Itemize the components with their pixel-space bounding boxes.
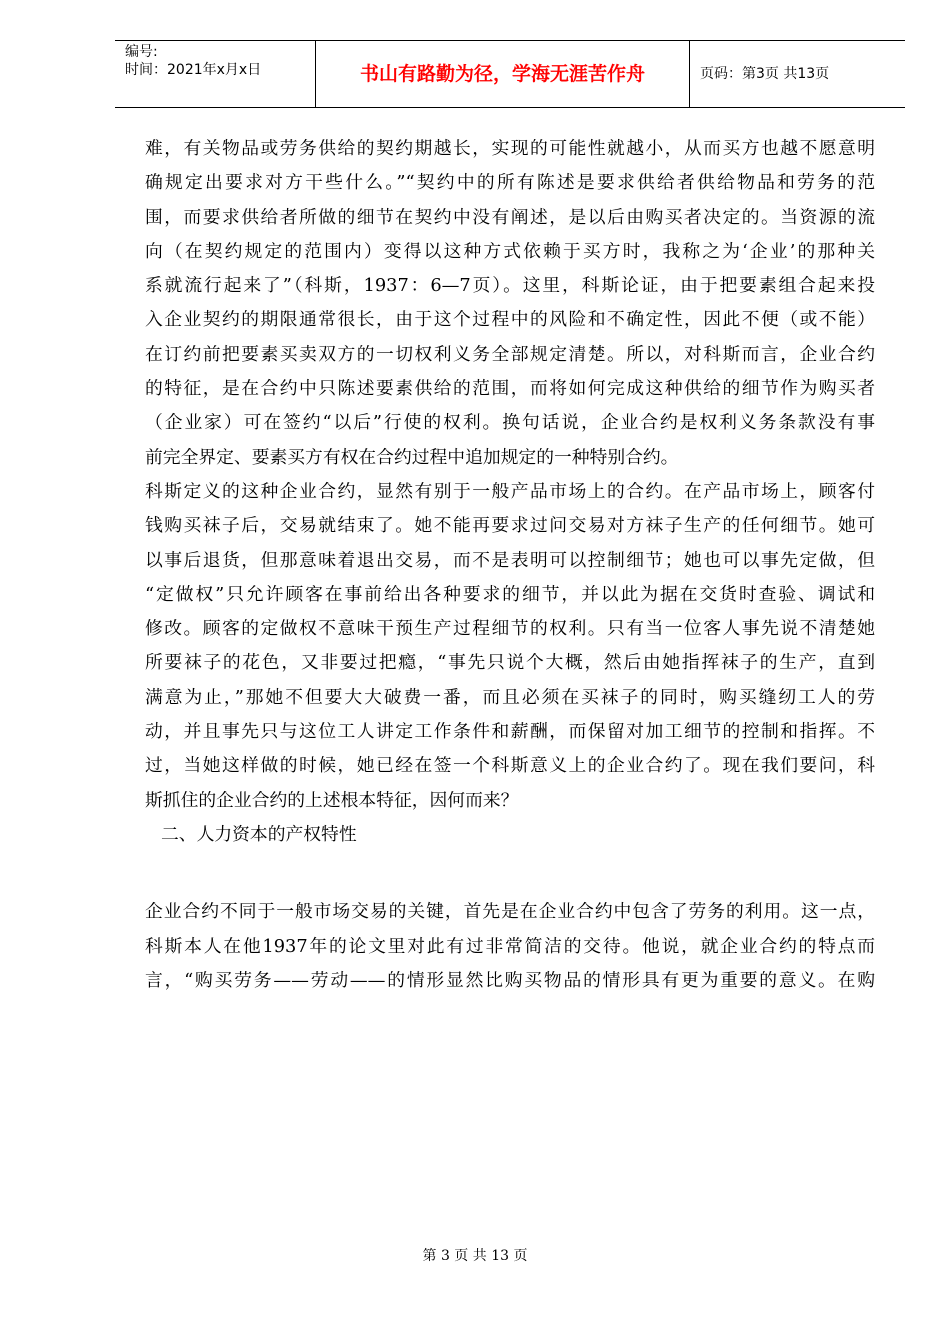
body-line: 动，并且事先只与这位工人讲定工作条件和薪酬，而保留对加工细节的控制和指挥。不	[145, 721, 875, 743]
body-line: 的特征，是在合约中只陈述要素供给的范围，而将如何完成这种供给的细节作为购买者	[145, 378, 875, 400]
body-line: 围，而要求供给者所做的细节在契约中没有阐述，是以后由购买者决定的。当资源的流	[145, 206, 875, 228]
header-page-cell	[690, 41, 905, 107]
body-line: 修改。顾客的定做权不意味干预生产过程细节的权利。只有当一位客人事先说不清楚她	[145, 618, 875, 640]
body-line: 言，“购买劳务——劳动——的情形显然比购买物品的情形具有更为重要的意义。在购	[145, 969, 875, 991]
header-info-cell	[115, 41, 316, 107]
document-body	[145, 132, 875, 998]
body-line: 斯抓住的企业合约的上述根本特征，因何而来？	[145, 789, 519, 811]
header-page-number: 页码：第3页 共13页	[700, 66, 830, 82]
body-line: 以事后退货，但那意味着退出交易，而不是表明可以控制细节；她也可以事先定做，但	[145, 549, 875, 571]
body-line: 所要袜子的花色，又非要过把瘾，“事先只说个大概，然后由她指挥袜子的生产，直到	[145, 652, 875, 674]
header-motto-cell	[316, 41, 690, 107]
section-heading: 二、人力资本的产权特性	[161, 823, 357, 845]
header-motto: 书山有路勤为径，学海无涯苦作舟	[359, 63, 645, 85]
body-line: 难，有关物品或劳务供给的契约期越长，实现的可能性就越小，从而买方也越不愿意明	[145, 138, 875, 159]
document-number-label: 编号:	[125, 44, 158, 60]
body-line: “定做权”只允许顾客在事前给出各种要求的细节，并以此为据在交货时查验、调试和	[145, 583, 875, 605]
page-footer: 第 3 页 共 13 页	[422, 1248, 528, 1264]
body-line: 企业合约不同于一般市场交易的关键，首先是在企业合约中包含了劳务的利用。这一点，	[145, 901, 875, 923]
body-line: 系就流行起来了”（科斯，1937：6—7页）。这里，科斯论证，由于把要素组合起来投	[145, 275, 875, 297]
document-time-label: 时间：2021年x月x日	[125, 62, 262, 78]
body-line: 过，当她这样做的时候，她已经在签一个科斯意义上的企业合约了。现在我们要问，科	[145, 755, 875, 777]
body-line: 满意为止，”那她不但要大大破费一番，而且必须在买袜子的同时，购买缝纫工人的劳	[145, 686, 875, 708]
body-line: 科斯本人在他1937年的论文里对此有过非常简洁的交待。他说，就企业合约的特点而	[145, 935, 875, 957]
body-line: 向（在契约规定的范围内）变得以这种方式依赖于买方时，我称之为‘企业’的那种关	[145, 240, 875, 262]
body-line: 确规定出要求对方干些什么。”“契约中的所有陈述是要求供给者供给物品和劳务的范	[145, 172, 875, 194]
body-line: 科斯定义的这种企业合约，显然有别于一般产品市场上的合约。在产品市场上，顾客付	[145, 480, 875, 502]
paragraph-gap	[145, 852, 875, 895]
body-line: 钱购买袜子后，交易就结束了。她不能再要求过问交易对方袜子生产的任何细节。她可	[145, 515, 875, 537]
body-line: 前完全界定、要素买方有权在合约过程中追加规定的一种特别合约。	[145, 446, 679, 468]
page-header	[115, 40, 905, 108]
body-line: 入企业契约的期限通常很长，由于这个过程中的风险和不确定性，因此不便（或不能）	[145, 309, 875, 331]
body-line: 在订约前把要素买卖双方的一切权利义务全部规定清楚。所以，对科斯而言，企业合约	[145, 343, 875, 365]
body-line: （企业家）可在签约“以后”行使的权利。换句话说，企业合约是权利义务条款没有事	[145, 412, 875, 434]
